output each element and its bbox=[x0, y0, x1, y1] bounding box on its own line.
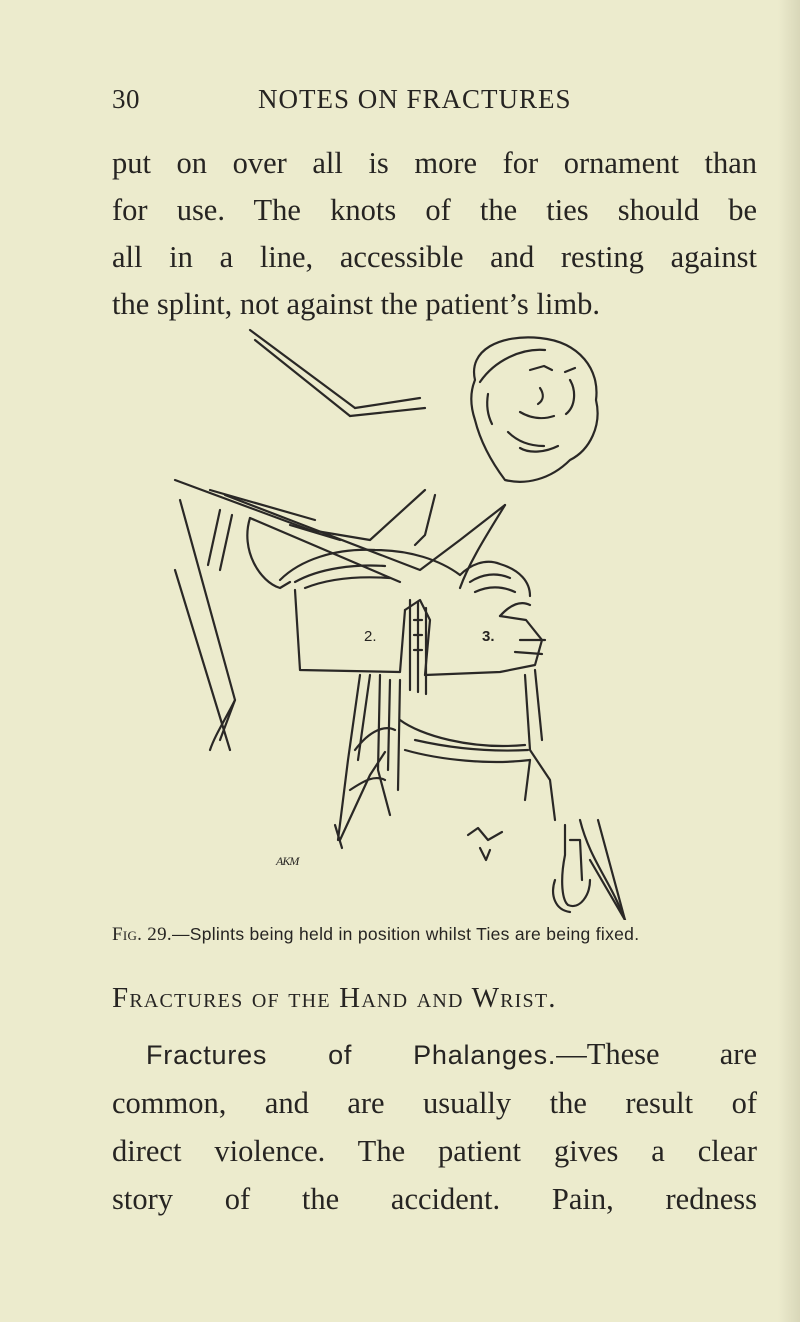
artist-signature: AKM bbox=[276, 854, 299, 868]
paragraph-2-line: common, and are usually the result of bbox=[112, 1086, 757, 1120]
paragraph-1-line: all in a line, accessible and resting against bbox=[112, 240, 757, 274]
paragraph-1-line: the splint, not against the patient’s limb. bbox=[112, 287, 600, 321]
paragraph-2-first-line bbox=[112, 1030, 757, 1079]
section-heading: Fractures of the Hand and Wrist. bbox=[112, 982, 557, 1014]
page-number: 30 bbox=[112, 84, 140, 114]
running-head: NOTES ON FRACTURES bbox=[258, 84, 572, 114]
paragraph-1-line: for use. The knots of the ties should be bbox=[112, 193, 757, 227]
figure-label-3: 3. bbox=[482, 628, 495, 645]
run-in-heading: Fractures of Phalanges. bbox=[146, 1040, 557, 1070]
paragraph-2-line: story of the accident. Pain, redness bbox=[112, 1182, 757, 1216]
page-header bbox=[112, 84, 712, 124]
page-edge-shadow bbox=[778, 0, 800, 1322]
paragraph-1-line: put on over all is more for ornament than bbox=[112, 146, 757, 180]
paragraph-2-line: direct violence. The patient gives a clear bbox=[112, 1134, 757, 1168]
figure-caption-label: Fig. 29. bbox=[112, 924, 172, 945]
paragraph-1 bbox=[112, 140, 757, 328]
illustration-drawing bbox=[170, 320, 650, 920]
paragraph-2 bbox=[112, 1030, 757, 1223]
paragraph-2-line-1-rest: —These are bbox=[556, 1037, 757, 1071]
splint-illustration bbox=[170, 320, 650, 920]
figure-label-2: 2. bbox=[364, 628, 377, 645]
figure-caption-text: —Splints being held in position whilst Ties are being fixed. bbox=[171, 924, 640, 944]
figure-caption bbox=[112, 922, 757, 947]
